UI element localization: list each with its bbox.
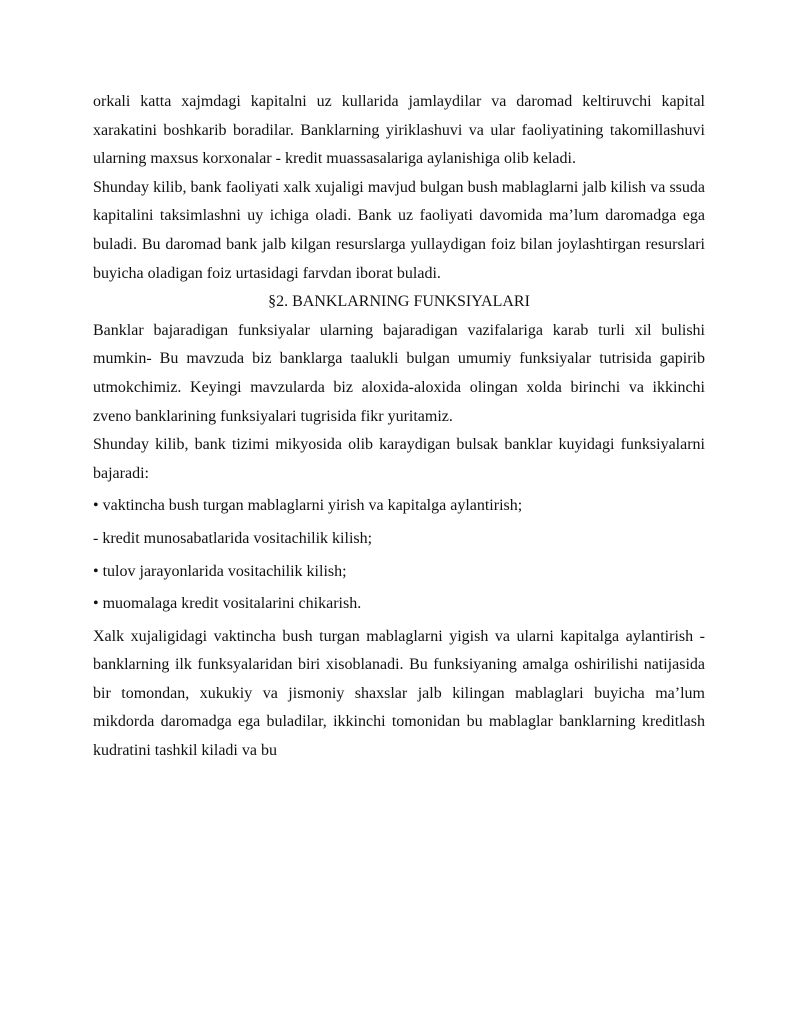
- paragraph: orkali katta xajmdagi kapitalni uz kullarida jamlaydilar va daromad keltiruvchi kapital xarakatini boshkarib boradilar. Banklarning yiriklashuvi va ular faoliyatining takomillashuvi ularning maxsus korxonalar - kredit muassasalariga aylanishiga olib keladi.: [93, 93, 705, 168]
- section-heading: §2. BANKLARNING FUNKSIYALARI: [268, 293, 530, 311]
- paragraph: Shunday kilib, bank faoliyati xalk xujaligi mavjud bulgan bush mablaglarni jalb kilish va ssuda kapitalini taksimlashni uy ichiga oladi. Bank uz faoliyati davomida ma’lum daromadga ega buladi. Bu daromad bank jalb kilgan resurslarga yullaydigan foiz bilan joylashtirgan resurslari buyicha oladigan foiz urtasidagi farvdan iborat buladi.: [93, 178, 705, 282]
- list-item: - kredit munosabatlarida vositachilik kilish;: [93, 529, 373, 547]
- list-item: • tulov jarayonlarida vositachilik kilish;: [93, 562, 347, 580]
- paragraph: Shunday kilib, bank tizimi mikyosida olib karaydigan bulsak banklar kuyidagi funksiyalarni bajaradi:: [93, 436, 705, 482]
- paragraph: Banklar bajaradigan funksiyalar ularning bajaradigan vazifalariga karab turli xil bulishi mumkin- Bu mavzuda biz banklarga taalukli bulgan umumiy funksiyalar tutrisida gapirib utmokchimiz. Keyingi mavzularda biz aloxida-aloxida olingan xolda birinchi va ikkinchi zveno banklarining funksiyalari tugrisida fikr yuritamiz.: [93, 321, 705, 425]
- document-page: [93, 88, 705, 766]
- paragraph: Xalk xujaligidagi vaktincha bush turgan mablaglarni yigish va ularni kapitalga aylantirish - banklarning ilk funksyalaridan biri xisoblanadi. Bu funksiyaning amalga oshirilishi natijasida bir tomondan, xukukiy va jismoniy shaxslar jalb kilingan mablaglari buyicha ma’lum mikdorda daromadga ega buladilar, ikkinchi tomonidan bu mablaglar banklarning kreditlash kudratini tashkil kiladi va bu: [93, 627, 705, 760]
- list-item: • muomalaga kredit vositalarini chikarish.: [93, 595, 362, 613]
- list-item: • vaktincha bush turgan mablaglarni yirish va kapitalga aylantirish;: [93, 497, 523, 515]
